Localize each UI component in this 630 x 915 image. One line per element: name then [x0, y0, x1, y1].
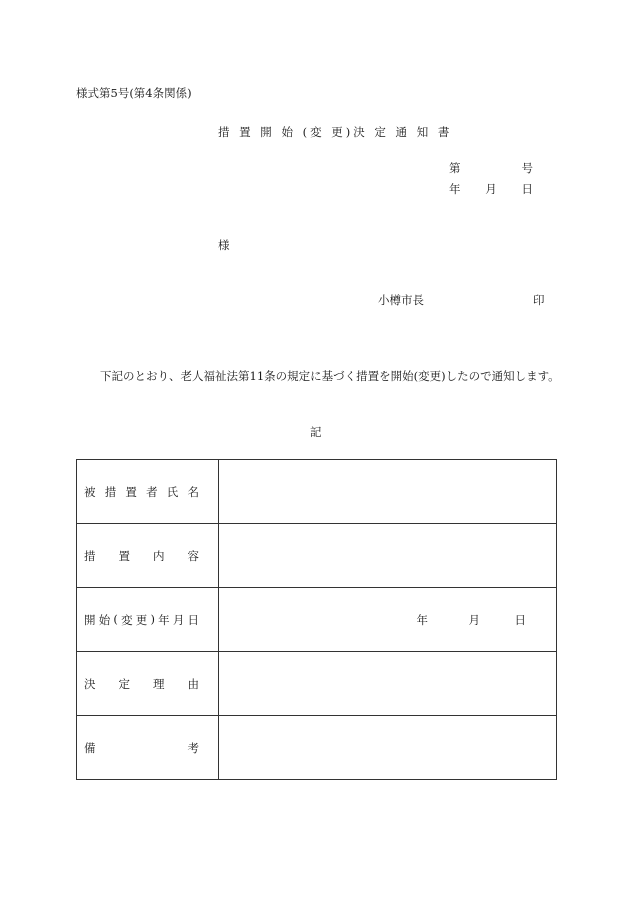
label-char: 変	[121, 612, 133, 627]
document-number-block	[449, 160, 533, 197]
table-row	[77, 652, 557, 716]
label-char: 理	[153, 676, 165, 691]
row-value-field[interactable]	[219, 716, 557, 780]
table-row	[77, 524, 557, 588]
label-char: 開	[84, 612, 96, 627]
seal-mark: 印	[533, 293, 545, 307]
start-date-day: 日	[514, 612, 526, 627]
table-row	[77, 460, 557, 524]
row-label-text	[84, 740, 199, 756]
label-char: 者	[146, 484, 158, 499]
row-label	[77, 588, 219, 652]
label-char: 備	[84, 740, 96, 755]
start-date-field[interactable]	[219, 612, 556, 628]
table-row	[77, 588, 557, 652]
label-char: (	[113, 611, 118, 626]
row-value-field[interactable]	[219, 652, 557, 716]
date-year: 年	[449, 182, 461, 196]
row-label-text	[84, 612, 199, 628]
addressee-honorific: 様	[218, 238, 230, 252]
row-label	[77, 460, 219, 524]
notice-body: 下記のとおり、老人福祉法第11条の規定に基づく措置を開始(変更)したので通知します。	[100, 369, 560, 383]
label-char: 考	[187, 740, 199, 755]
label-char: 決	[84, 676, 96, 691]
label-char: 措	[84, 548, 96, 563]
record-heading: 記	[310, 425, 322, 439]
document-date-row	[449, 181, 533, 197]
number-suffix: 号	[521, 161, 533, 175]
label-char: 由	[187, 676, 199, 691]
label-char: 月	[172, 612, 185, 627]
row-label-text	[84, 484, 199, 500]
label-char: 氏	[166, 484, 179, 499]
sender-name: 小樽市長	[378, 293, 424, 307]
label-char: 内	[153, 548, 165, 563]
document-title: 措 置 開 始 (変 更)決 定 通 知 書	[218, 125, 453, 139]
row-label-text	[84, 676, 199, 692]
form-number-label: 様式第5号(第4条関係)	[76, 86, 192, 100]
label-char: 置	[118, 548, 130, 563]
record-table	[76, 459, 557, 780]
label-char: 措	[104, 484, 117, 499]
start-date-month: 月	[468, 612, 480, 627]
date-day: 日	[521, 182, 533, 196]
row-label	[77, 652, 219, 716]
label-char: 年	[158, 612, 170, 627]
number-prefix: 第	[449, 161, 461, 175]
row-value-field[interactable]	[219, 524, 557, 588]
row-value-field[interactable]	[219, 588, 557, 652]
label-char: 容	[187, 548, 199, 563]
label-char: 更	[135, 612, 148, 627]
table-row	[77, 716, 557, 780]
label-char: )	[150, 611, 155, 626]
label-char: 日	[187, 612, 199, 627]
row-label-text	[84, 548, 199, 564]
label-char: 定	[118, 676, 130, 691]
date-month: 月	[485, 182, 497, 196]
label-char: 置	[125, 484, 137, 499]
row-value-field[interactable]	[219, 460, 557, 524]
row-label	[77, 524, 219, 588]
row-label	[77, 716, 219, 780]
label-char: 被	[84, 484, 96, 499]
document-number-row	[449, 160, 533, 181]
start-date-year: 年	[416, 612, 428, 627]
label-char: 名	[187, 484, 199, 499]
label-char: 始	[98, 612, 111, 627]
